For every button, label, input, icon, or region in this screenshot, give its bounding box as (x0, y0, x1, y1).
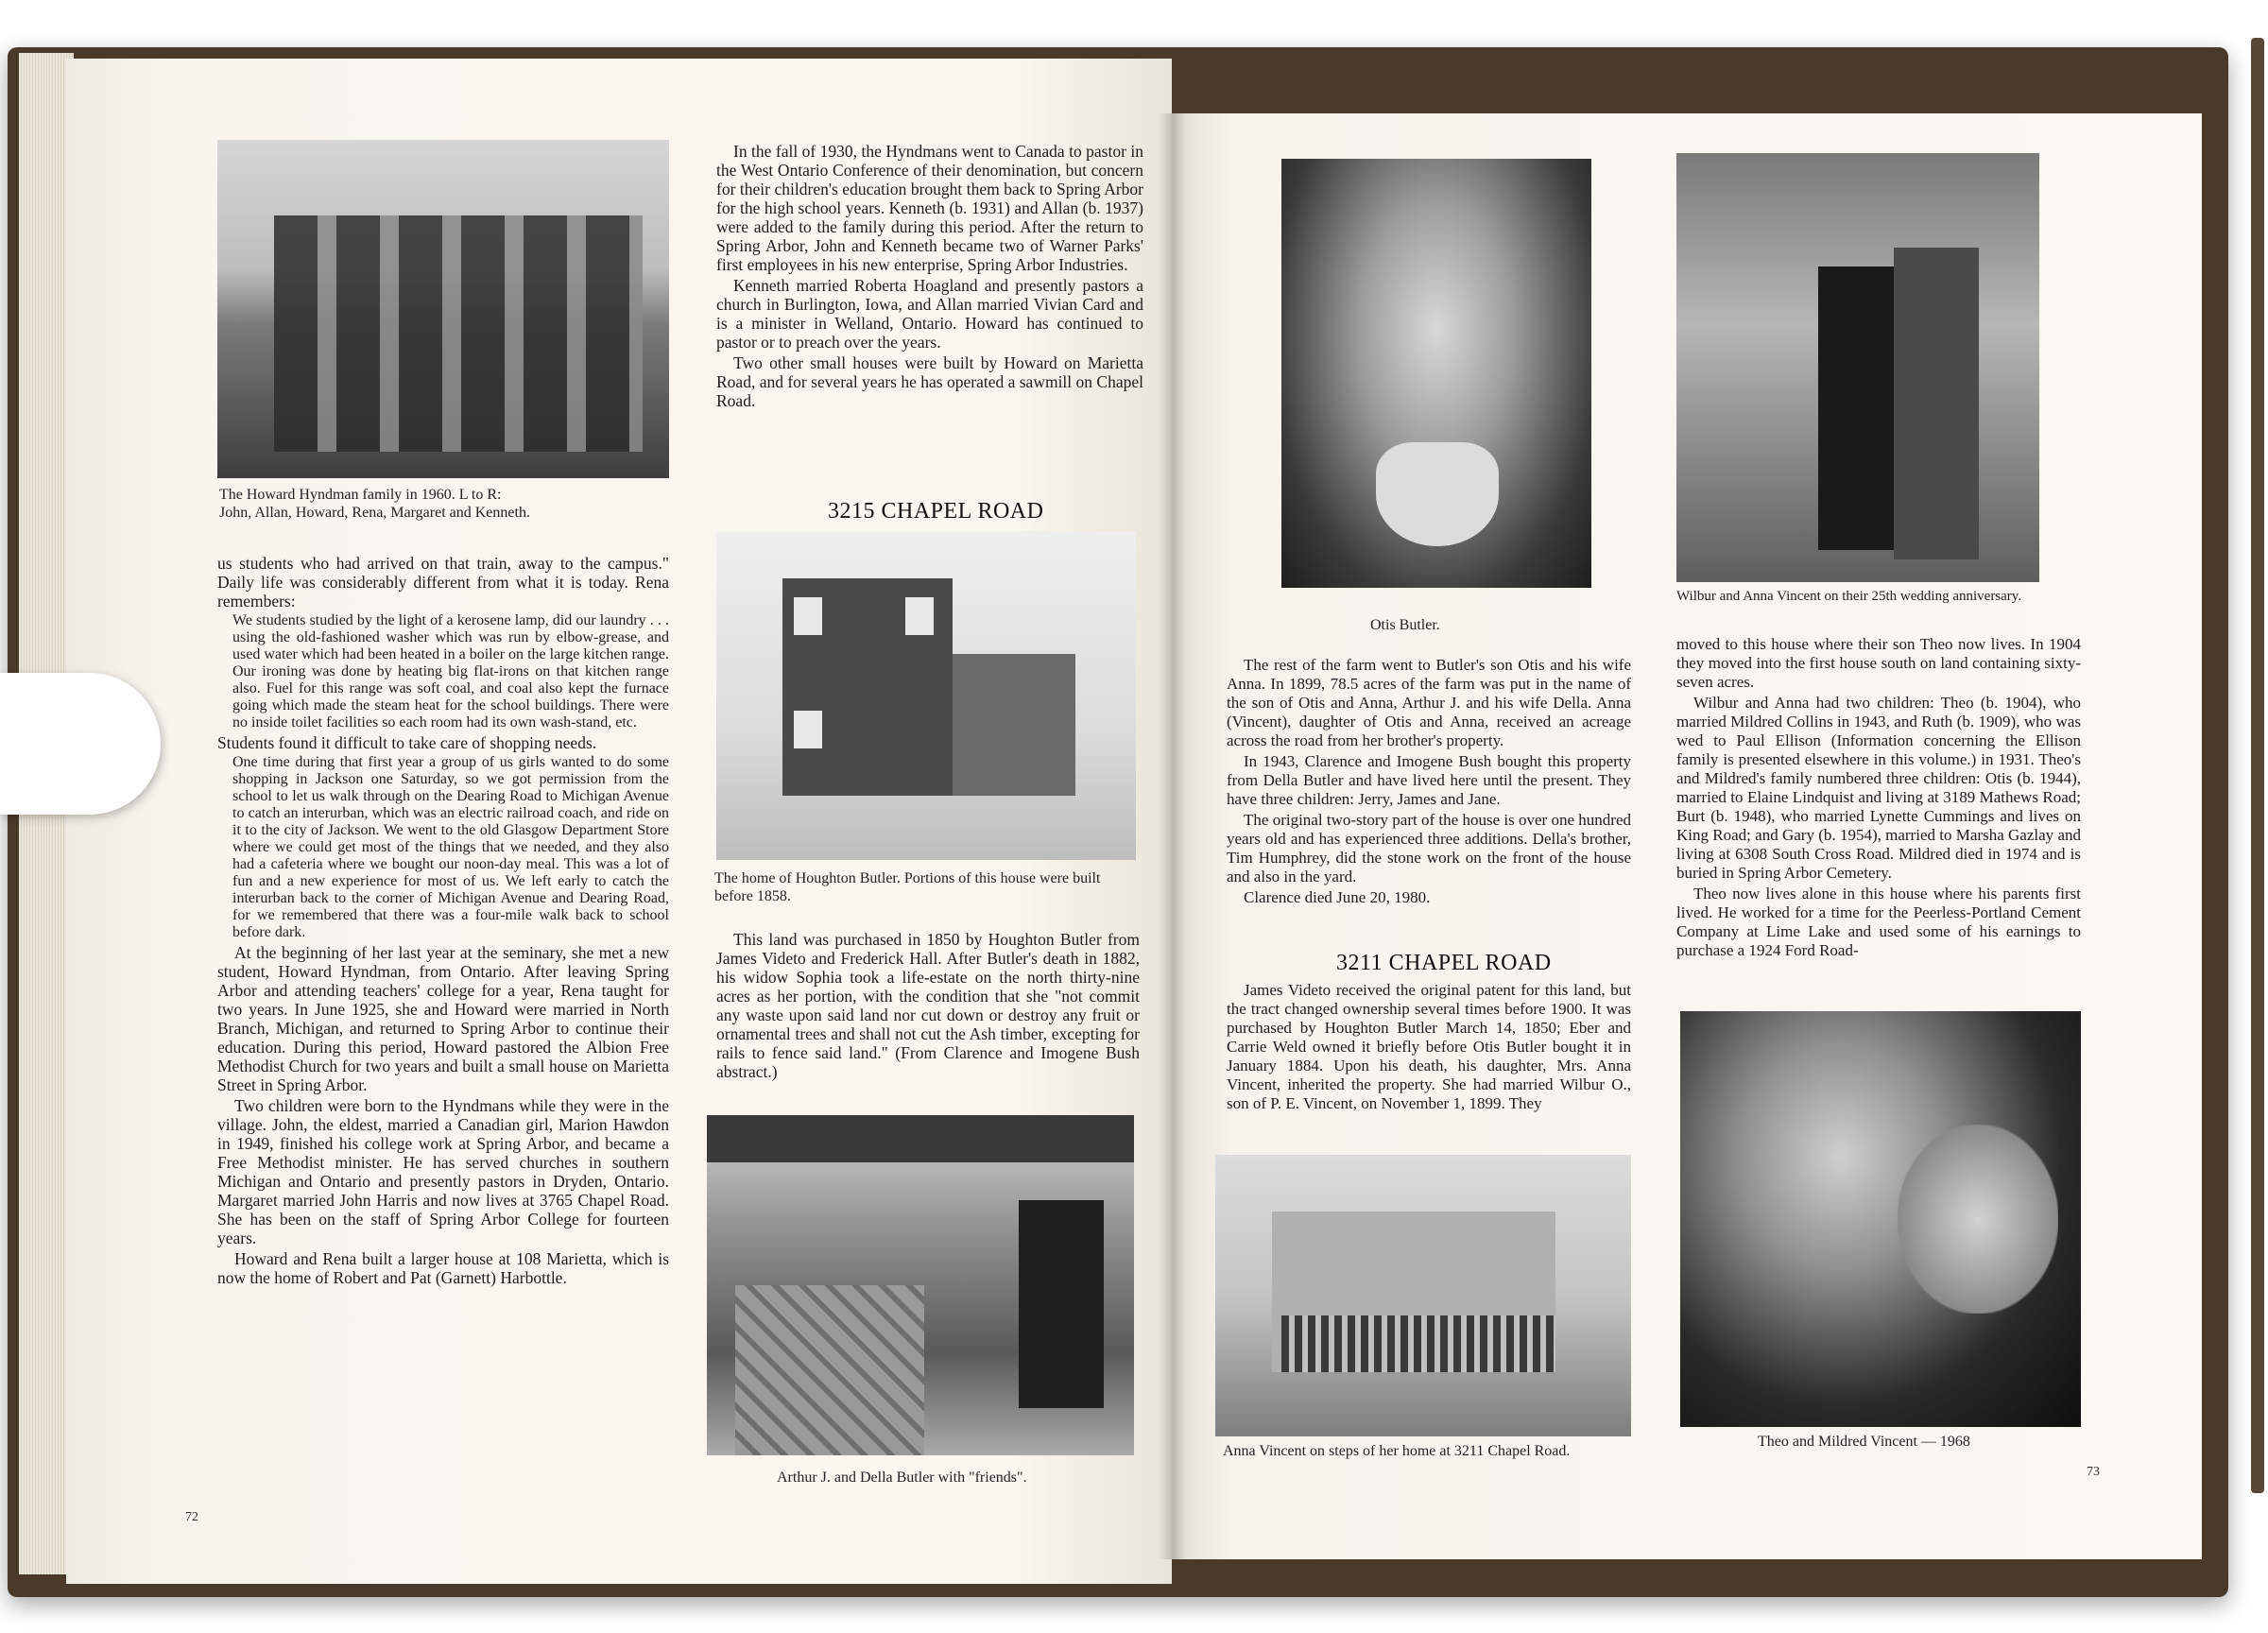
paragraph: Two children were born to the Hyndmans while they were in the village. John, the eldest, married a Canadian girl, Marion Hawdon in 1949, finished his college work at Spring Arbor, and became a Free Methodist minister. He has served churches in southern Michigan and Ontario and presently pastors in Dryden, Ontario. Margaret married John Harris and now lives at 3765 Chapel Road. She has been on the staff of Spring Arbor College for fourteen years. (217, 1096, 669, 1247)
paragraph: In 1943, Clarence and Imogene Bush bought this property from Della Butler and have lived here until the present. They have three children: Jerry, James and Jane. (1227, 752, 1631, 808)
paragraph: moved to this house where their son Theo now lives. In 1904 they moved into the first house south on land containing sixty-seven acres. (1676, 635, 2081, 691)
right-column-1 (1227, 656, 1631, 909)
caption-wilbur-anna: Wilbur and Anna Vincent on their 25th wedding anniversary. (1676, 589, 2022, 604)
photo-butler-house (716, 531, 1136, 860)
paragraph: Two other small houses were built by Howard on Marietta Road, and for several years he has operated a sawmill on Chapel Road. (716, 353, 1143, 410)
paragraph: Howard and Rena built a larger house at 108 Marietta, which is now the home of Robert and Pat (Garnett) Harbottle. (217, 1249, 669, 1287)
photo-otis-butler (1281, 159, 1591, 588)
caption-anna-vincent: Anna Vincent on steps of her home at 3211 Chapel Road. (1223, 1443, 1571, 1459)
reader-thumb (0, 673, 161, 815)
right-column-1b (1227, 981, 1631, 1115)
paragraph: This land was purchased in 1850 by Houghton Butler from James Videto and Frederick Hall. After Butler's death in 1882, his widow Sophia took a life-estate on the north thirty-nine acres as her portion, with the condition that she "not commit any waste upon said land nor cut down or destroy any fruit or ornamental trees and shall not cut the Ash timber, excepting for rails to fence said land." (From Clarence and Imogene Bush abstract.) (716, 930, 1140, 1081)
photo-theo-mildred-vincent (1680, 1011, 2081, 1427)
left-column-1 (217, 554, 669, 1289)
heading-3215-chapel-road: 3215 CHAPEL ROAD (828, 499, 1044, 524)
page-number-left: 72 (185, 1510, 198, 1524)
caption-butler-house: The home of Houghton Butler. Portions of this house were built before 1858. (714, 870, 1101, 904)
paragraph: Students found it difficult to take care of shopping needs. (217, 733, 597, 752)
cover-edge (2251, 38, 2264, 1493)
paragraph: The rest of the farm went to Butler's son Otis and his wife Anna. In 1899, 78.5 acres of the farm was put in the name of the son of Otis and Anna, Arthur J. and his wife Della. Anna (Vincent), daughter of Otis and Anna, received an acreage across the road from her brother's property. (1227, 656, 1631, 749)
photo-wilbur-anna-anniversary (1676, 153, 2039, 582)
caption-hyndman-family: The Howard Hyndman family in 1960. L to R: John, Allan, Howard, Rena, Margaret and Kenneth. (219, 487, 530, 521)
paragraph: James Videto received the original patent for this land, but the tract changed ownership several times before 1900. It was purchased by Houghton Butler March 14, 1850; Eber and Carrie Weld owned it briefly before Otis Butler bought it in January 1884. Upon his death, his daughter, Mrs. Anna Vincent, inherited the property. She had married Wilbur O., son of P. E. Vincent, on November 1, 1899. They (1227, 981, 1631, 1112)
paragraph: us students who had arrived on that train, away to the campus." Daily life was considerably different from what it is today. Rena remembers: (217, 554, 669, 610)
quote-rena: We students studied by the light of a kerosene lamp, did our laundry . . . using the old-fashioned washer which was run by elbow-grease, and used water which had been heated in a boiler on the large kitchen range. Our ironing was done by heating big flat-irons on that kitchen range also. Fuel for this range was soft coal, and coal also kept the furnace going which made the steam heat for the school buildings. There were no inside toilet facilities so each room had its own wash-stand, etc. (232, 612, 669, 731)
paragraph: At the beginning of her last year at the seminary, she met a new student, Howard Hyndman, from Ontario. After leaving Spring Arbor and attending teachers' college for a year, Rena taught for two years. In June 1925, she and Howard were married in North Branch, Michigan, and returned to Spring Arbor to continue their education. During this period, Howard pastored the Albion Free Methodist Church for two years and built a small house on Marietta Street in Spring Arbor. (217, 943, 669, 1094)
left-column-2-top (716, 142, 1143, 412)
paragraph: Theo now lives alone in this house where his parents first lived. He worked for a time for the Peerless-Portland Cement Company at Lime Lake and used some of his earnings to purchase a 1924 Ford Road- (1676, 885, 2081, 959)
right-column-2 (1676, 635, 2081, 962)
photo-anna-vincent-house (1215, 1155, 1631, 1436)
caption-otis-butler: Otis Butler. (1370, 617, 1440, 633)
paragraph: In the fall of 1930, the Hyndmans went to Canada to pastor in the West Ontario Conference of their denomination, but concern for their children's education brought them back to Spring Arbor for the high school years. Kenneth (b. 1931) and Allan (b. 1937) were added to the family during this period. After the return to Spring Arbor, John and Kenneth became two of Warner Parks' first employees in his new enterprise, Spring Arbor Industries. (716, 142, 1143, 274)
quote-shopping: One time during that first year a group of us girls wanted to do some shopping in Jackson one Saturday, so we got permission from the school to let us walk through on the Dearing Road to Michigan Avenue to catch an interurban, which was an electric railroad coach, and ride on it to the city of Jackson. We went to the old Glasgow Department Store where we could get most of the things that we needed, and they also had a cafeteria where we bought our noon-day meal. This was a lot of fun and a new experience for most of us. We left early to catch the interurban back to the corner of Michigan Avenue and Dearing Road, for we remembered that there was a four-mile walk back to school before dark. (232, 754, 669, 940)
photo-hyndman-family (217, 140, 669, 478)
caption-theo-mildred: Theo and Mildred Vincent — 1968 (1758, 1434, 1970, 1450)
page-number-right: 73 (2087, 1465, 2100, 1479)
book-gutter (1159, 113, 1187, 1559)
paragraph: Wilbur and Anna had two children: Theo (b. 1904), who married Mildred Collins in 1943, and Ruth (b. 1909), who was wed to Paul Ellison (Information concerning the Ellison family is presented elsewhere in this volume.) in 1931. Theo's and Mildred's family numbered three children: Otis (b. 1944), married to Elaine Lindquist and living at 3189 Mathews Road; Burt (b. 1948), who married Lynette Cummings and lives on King Road; and Gary (b. 1954), married to Marsha Gazlay and living at 6308 South Cross Road. Mildred died in 1974 and is buried in Spring Arbor Cemetery. (1676, 694, 2081, 882)
photo-arthur-della-butler (707, 1115, 1134, 1455)
paragraph: Kenneth married Roberta Hoagland and presently pastors a church in Burlington, Iowa, and Allan married Vivian Card and is a minister in Welland, Ontario. Howard has continued to pastor or to preach over the years. (716, 276, 1143, 352)
heading-3211-chapel-road: 3211 CHAPEL ROAD (1336, 951, 1552, 975)
paragraph: The original two-story part of the house is over one hundred years old and has experienced three additions. Della's brother, Tim Humphrey, did the stone work on the front of the house and also in the yard. (1227, 811, 1631, 885)
paragraph: Clarence died June 20, 1980. (1244, 888, 1431, 906)
caption-arthur-della: Arthur J. and Della Butler with "friends". (777, 1470, 1027, 1486)
left-column-2-mid (716, 930, 1140, 1083)
